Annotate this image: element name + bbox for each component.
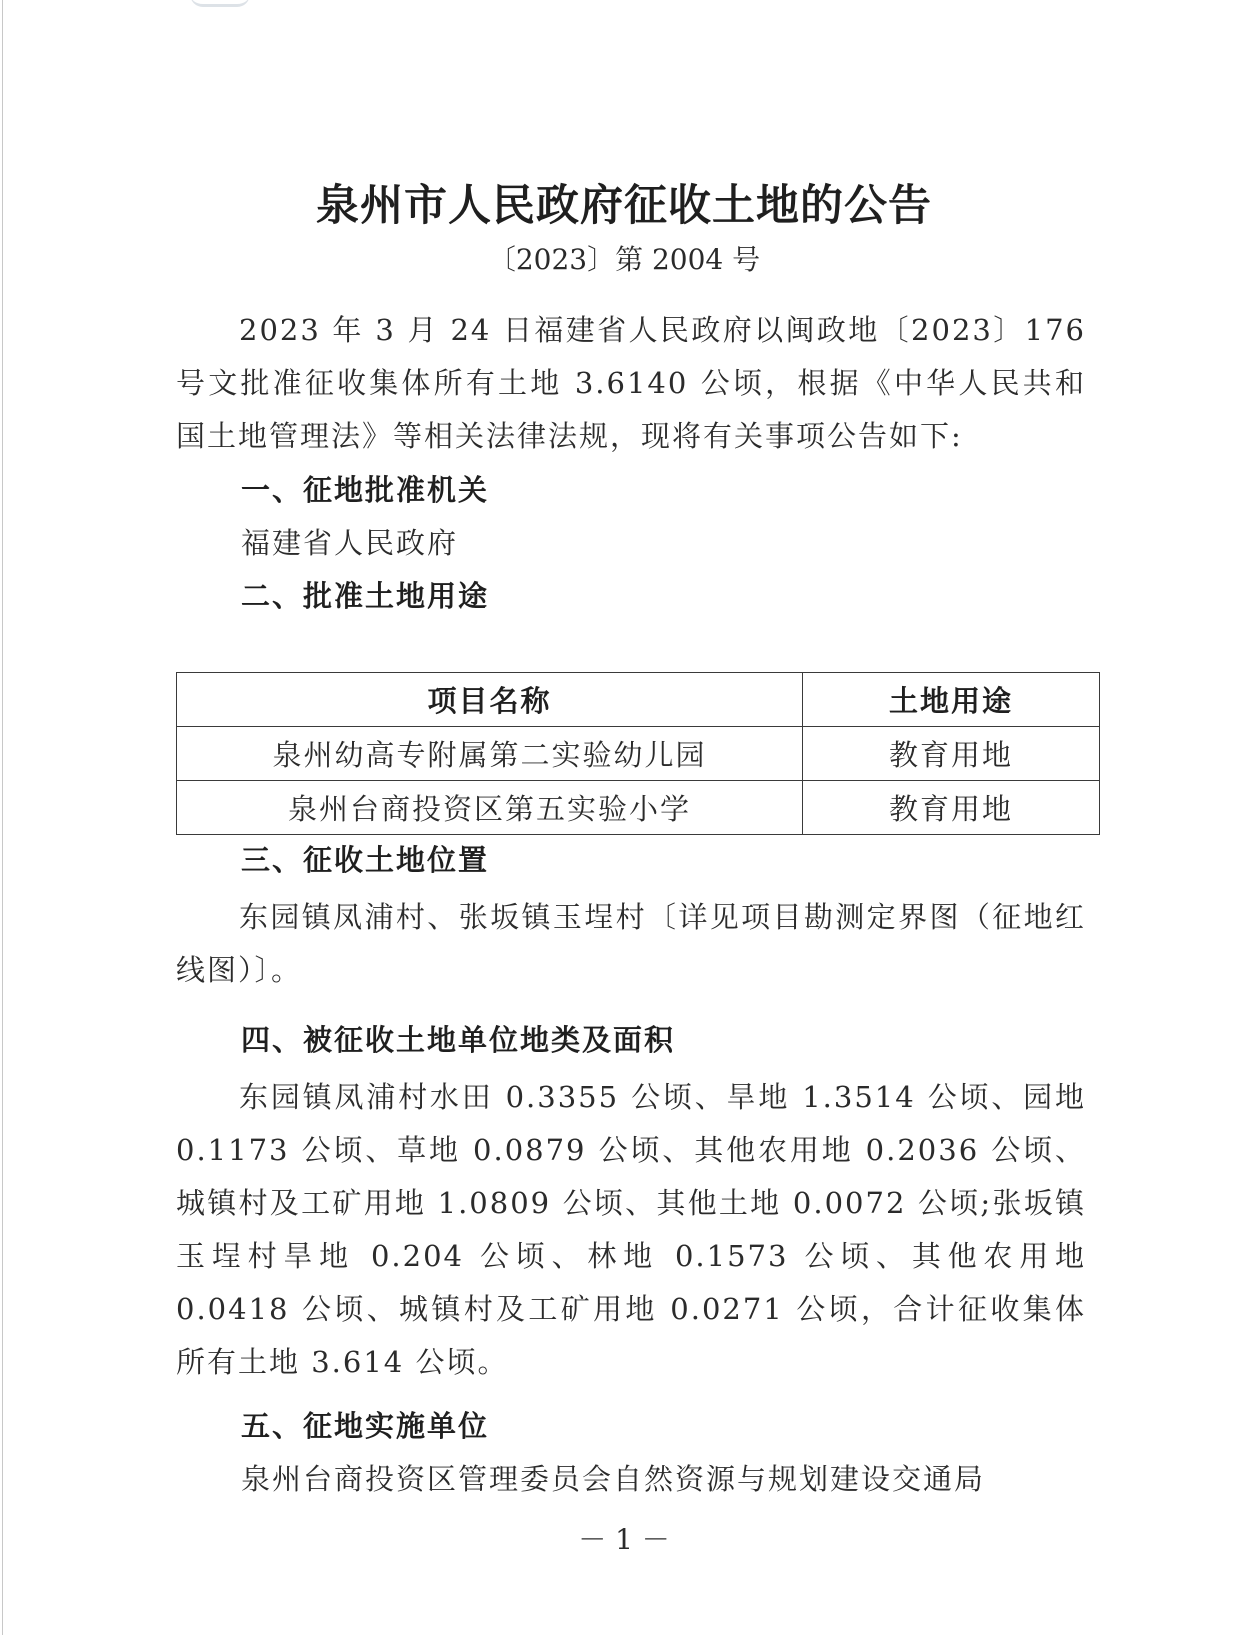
land-usage-table	[176, 672, 1100, 835]
section-4-content: 东园镇凤浦村水田 0.3355 公顷、旱地 1.3514 公顷、园地 0.1173 公顷、草地 0.0879 公顷、其他农用地 0.2036 公顷、城镇村及工矿用地 1.0809 公顷、其他土地 0.0072 公顷;张坂镇玉埕村旱地 0.204 公顷、林地 0.1573 公顷、其他农用地 0.0418 公顷、城镇村及工矿用地 0.0271 公顷，合计征收集体所有土地 3.614 公顷。	[176, 1080, 1086, 1379]
table-header-project: 项目名称	[177, 673, 803, 727]
section-4-heading: 四、被征收土地单位地类及面积	[241, 1023, 676, 1057]
intro-paragraph: 2023 年 3 月 24 日福建省人民政府以闽政地〔2023〕176 号文批准征收集体所有土地 3.6140 公顷，根据《中华人民共和国土地管理法》等相关法律法规，现将有关事项公告如下:	[176, 313, 1086, 453]
table-cell-usage: 教育用地	[802, 727, 1099, 781]
section-1-content: 福建省人民政府	[241, 526, 459, 560]
page-number: － 1 －	[578, 1523, 670, 1556]
table-header-row	[177, 673, 1100, 727]
table-header-usage: 土地用途	[802, 673, 1099, 727]
section-2-heading: 二、批准土地用途	[241, 579, 490, 613]
section-5-heading: 五、征地实施单位	[241, 1409, 490, 1443]
section-1-heading: 一、征地批准机关	[241, 473, 490, 507]
table-row	[177, 781, 1100, 835]
scan-mark	[190, 0, 250, 7]
table-cell-project: 泉州幼高专附属第二实验幼儿园	[177, 727, 803, 781]
section-3-content: 东园镇凤浦村、张坂镇玉埕村〔详见项目勘测定界图（征地红线图）〕。	[176, 900, 1086, 987]
document-number: 〔2023〕第 2004 号	[487, 243, 761, 276]
table-cell-usage: 教育用地	[802, 781, 1099, 835]
section-5-content: 泉州台商投资区管理委员会自然资源与规划建设交通局	[241, 1462, 986, 1496]
document-title: 泉州市人民政府征收土地的公告	[316, 181, 932, 231]
section-3-heading: 三、征收土地位置	[241, 843, 490, 877]
table-cell-project: 泉州台商投资区第五实验小学	[177, 781, 803, 835]
table-row	[177, 727, 1100, 781]
